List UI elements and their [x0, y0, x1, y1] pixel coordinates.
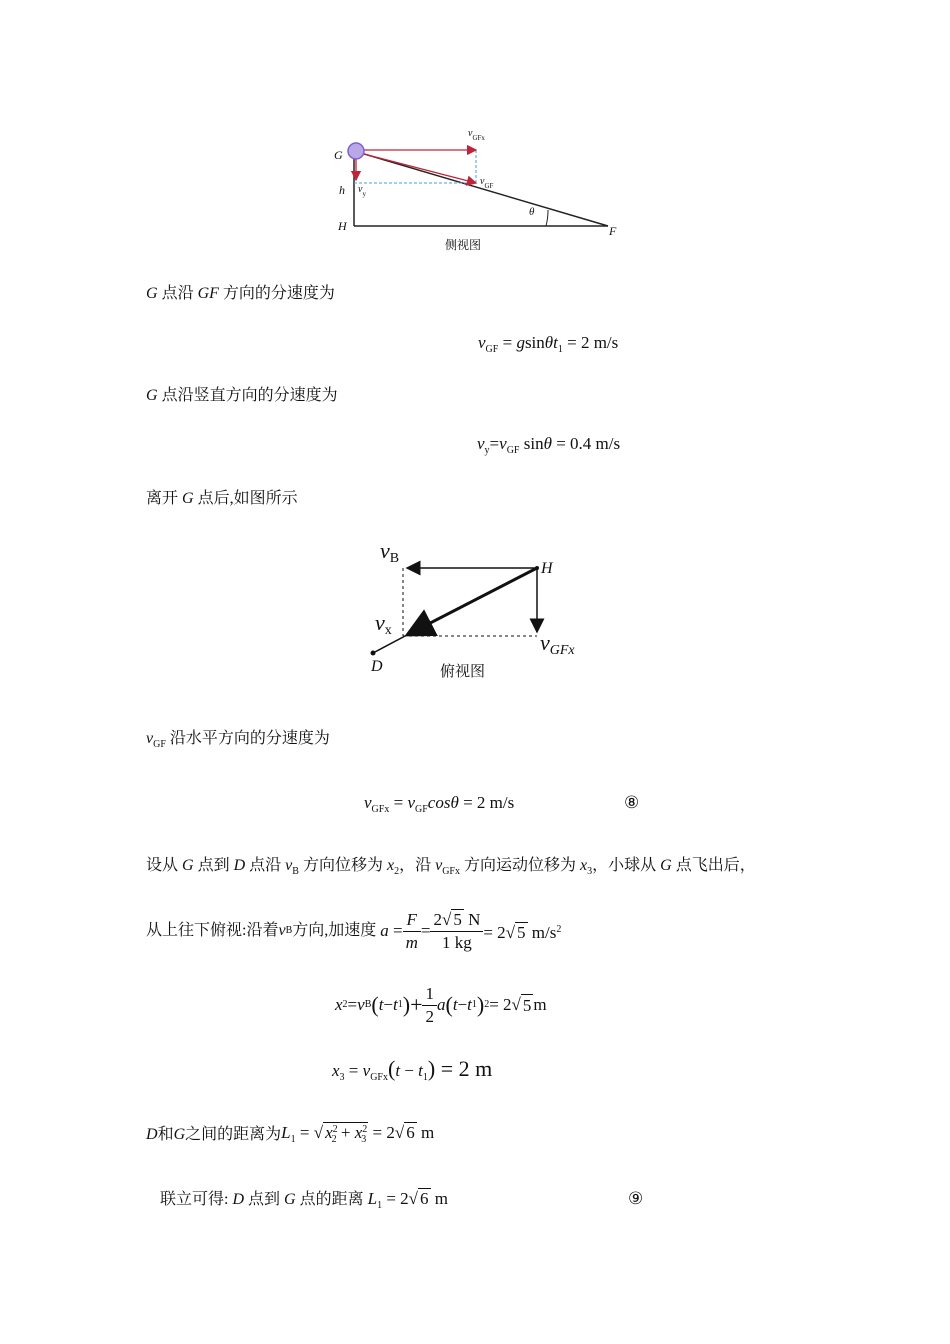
point-d	[371, 651, 376, 656]
fig1-label-vgf: $v_{GF}$	[480, 176, 494, 190]
equation-x2: x 2 = v B ( t − t 1 )+ $\frac{1}{2}$ a ( t − t 1 ) 2 = 2 √ 5 m	[335, 983, 547, 1026]
point-h	[535, 566, 539, 570]
text-line-5: 设从 G 点到 D 点沿 $v_B$ 方向位移为 $x_2$，沿 $v_{GFx}$ 方向运动位移为 $x_3$，小球从 G 点飞出后，	[146, 857, 756, 877]
marker-8: ⑧	[624, 793, 640, 812]
fig1-label-h: h	[339, 183, 345, 197]
equation-x3: $x_3 = v_{GFx}(t - t_1) = 2$ m	[332, 1056, 493, 1083]
marker-9: ⑨	[628, 1189, 644, 1208]
text-line-6: 从上往下俯视:沿着 v B 方向,加速度 a = $\frac{F}{m}$ = $\frac{2√ 5 N}{1 kg}$ = 2√ 5 $m/s^2$	[146, 909, 562, 952]
text-line-7: D 和 G 之间的距离为 $L_1$ = √ $x^2_2 + x^2_3 = 2√$ 6 m	[146, 1123, 435, 1145]
side-view-figure	[320, 128, 630, 253]
fig2-label-vb: $v_B$	[380, 538, 400, 566]
fig1-label-theta: θ	[529, 206, 535, 218]
fig1-label-f: F	[609, 224, 617, 238]
equation-vy: $v_y=v_{GF}$ sinθ = 0.4 m/s	[477, 434, 621, 456]
ball-g	[348, 143, 364, 159]
angle-arc	[546, 210, 548, 226]
diagonal-arrow	[407, 568, 537, 635]
text-line-1: G 点沿 GF 方向的分速度为	[146, 285, 335, 302]
text-line-3: 离开 G 点后,如图所示	[146, 490, 298, 507]
fig1-label-bigh: H	[338, 219, 347, 233]
fig2-label-h: H	[541, 560, 553, 577]
fig2-caption: 俯视图	[440, 662, 486, 680]
text-line-2: G 点沿竖直方向的分速度为	[146, 387, 338, 404]
fig2-label-vgfx: $v_{GFx}$	[540, 630, 575, 658]
text-line-8: 联立可得: D 点到 G 点的距离 $L_1 = 2√$ 6 m	[160, 1189, 448, 1211]
fig1-label-vgfx: $v_{GFx}$	[468, 128, 485, 142]
text-line-4: $v_{GF}$ 沿水平方向的分速度为	[146, 730, 330, 750]
fig2-label-vx: $v_x$	[375, 610, 392, 638]
fig1-label-vy: $v_y$	[358, 184, 366, 198]
vgf-arrow	[356, 152, 476, 183]
fig2-label-d: D	[371, 658, 383, 675]
fig1-caption: 侧视图	[445, 238, 482, 252]
equation-vgf: $v_{GF} = gsin\theta t_1 = 2$ m/s	[478, 333, 619, 355]
equation-vgfx: $v_{GFx} = v_{GF}\cos\theta = 2$ m/s	[364, 793, 515, 815]
fig1-label-g: G	[334, 148, 343, 162]
